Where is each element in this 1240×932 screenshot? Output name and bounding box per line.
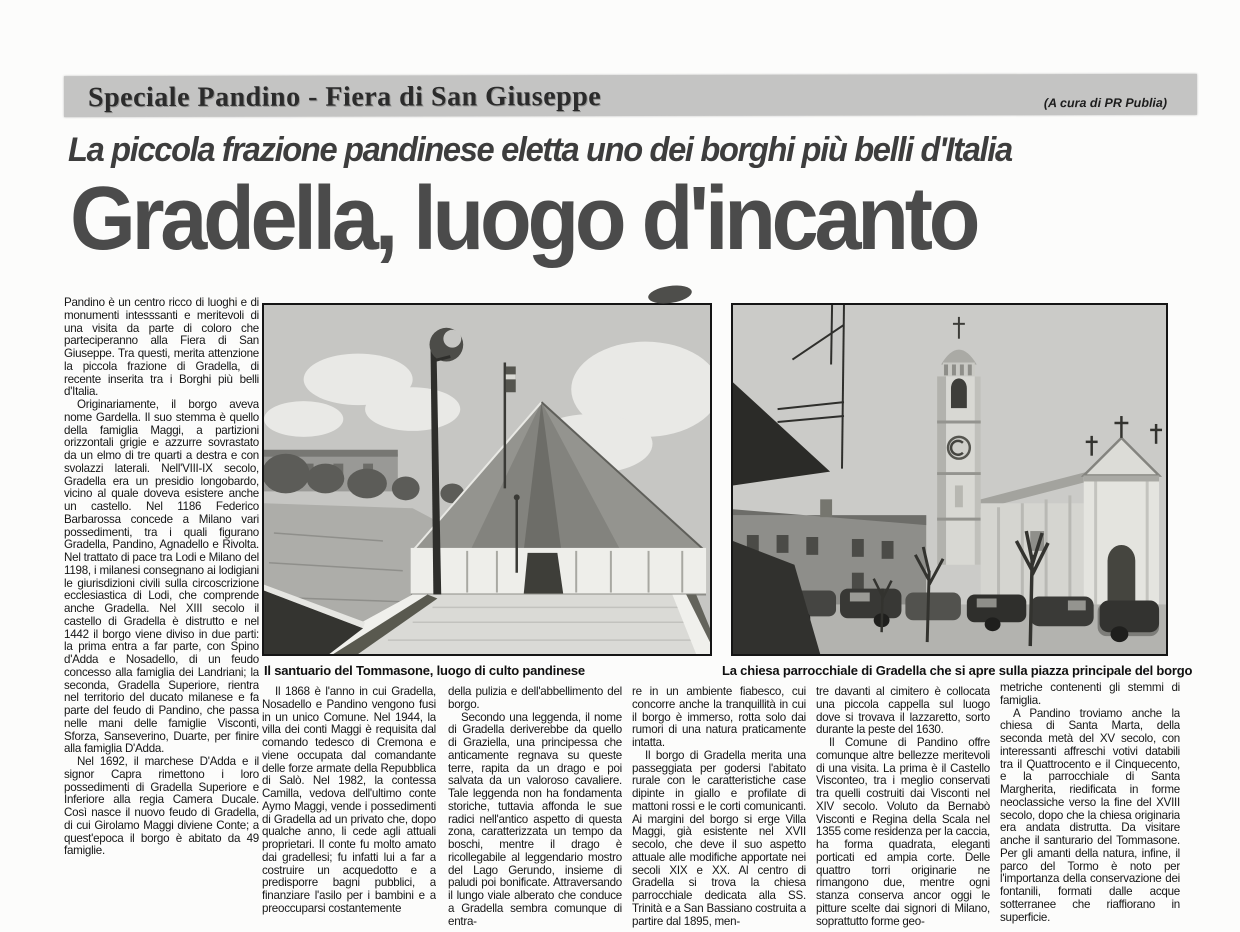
bell-opening	[951, 378, 967, 408]
santuario-illustration	[264, 305, 710, 654]
article-column-3	[448, 686, 622, 932]
article-column-6	[1000, 682, 1180, 932]
paragraph: della pulizia e dell'abbellimento del borgo.	[448, 686, 622, 711]
church-walls	[411, 548, 706, 595]
church-entrance	[524, 553, 564, 595]
main-headline: Gradella, luogo d'incanto	[70, 169, 977, 269]
paragraph: Pandino è un centro ricco di luoghi e di monumenti intesssanti e meritevoli di una visita da parte di coloro che parteciperanno alla Fiera di San Giuseppe. Tra questi, merita attenzione la piccola frazione di Gradella, di recente inserita tra i Borghi più belli d'Italia.	[64, 297, 259, 399]
caption-left-photo: Il santuario del Tommasone, luogo di culto pandinese	[264, 663, 585, 678]
paragraph: tre davanti al cimitero è collocata una piccola cappella sul luogo dove si trovava il lazzaretto, sorto durante la peste del 1630.	[816, 686, 990, 737]
section-credit: (A cura di PR Publia)	[1043, 95, 1168, 111]
photo-santuario-tommasone	[262, 303, 712, 656]
paragraph: metriche contenenti gli stemmi di famiglia.	[1000, 682, 1180, 707]
section-title: Speciale Pandino - Fiera di San Giuseppe	[87, 81, 602, 114]
paragraph: Il 1868 è l'anno in cui Gradella, Nosadello e Pandino vengono fusi in un unico Comune. Nel 1944, la villa dei conti Maggi è requisita dal comando tedesco di Cremona e viene occupata dal comandante delle forze armate della Repubblica di Salò. Nel 1982, la contessa Camilla, vedova dell'ultimo conte Aymo Maggi, vende i possedimenti di Gradella ad un privato che, dopo qualche anno, li cede agli attuali proprietari. Il conte fu molto amato dai gradellesi; fu infatti lui a far a costruire un acquedotto e a predisporre bagni pubblici, a finanziare l'asilo per i bambini e a preoccuparsi costantemente	[262, 686, 436, 915]
paragraph: Nel 1692, il marchese D'Adda e il signor Capra rimettono i loro possedimenti di Gradella Superiore e Inferiore alla regia Camera Ducale. Così nasce il nuovo feudo di Gradella, di cui Girolamo Maggi diviene Conte; a quest'epoca il borgo è abitato da 49 famiglie.	[64, 755, 259, 858]
caption-right-photo: La chiesa parrocchiale di Gradella che si apre sulla piazza principale del borgo	[722, 663, 1193, 678]
paragraph: Il borgo di Gradella merita una passeggiata per godersi l'abitato rurale con le caratteristiche case dipinte in giallo e profilate di mattoni rossi e le corti comunicanti. Ai margini del borgo si erge Villa Maggi, già esistente nel XVII secolo, che deve il suo aspetto attuale alle modifiche apportate nei secoli XIX e XX. Al centro di Gradella si trova la chiesa parrocchiale dedicata alla SS. Trinità e a San Bassiano costruita a partire dal 1895, men-	[632, 748, 806, 928]
photo-chiesa-parrocchiale	[731, 303, 1168, 656]
article-column-1	[64, 297, 259, 932]
article-column-2	[262, 686, 436, 932]
article-column-5	[816, 686, 990, 932]
chiesa-illustration	[733, 305, 1166, 654]
paragraph: Originariamente, il borgo aveva nome Gardella. Il suo stemma è quello della famiglia Maggi, a partizioni orizzontali grigie e azzurre sovrastato da un elmo di tre quarti a destra e con svolazzi laterali. Nell'VIII-IX secolo, Gradella era un presidio longobardo, vicino al quale doveva esistere anche un castello. Nel 1186 Federico Barbarossa concede a Milano vari possedimenti, tra i quali figurano Gradella, Pandino, Agnadello e Rivolta. Nel trattato di pace tra Lodi e Milano del 1198, i milanesi consegnano ai lodigiani le giurisdizioni civili sulla circoscrizione ecclesiastica di Lodi, che comprende anche Gradella. Nel XIII secolo il castello di Gradella è distrutto e nel 1442 il borgo viene diviso in due parti: la prima entra a far parte, con Spino d'Adda e Nosadello, di un feudo concesso alla famiglia dei Landriani; la seconda, Gradella Superiore, rientra nel territorio del ducato milanese e fa parte del feudo di Pandino, che passa nelle mani delle famiglie Visconti, Sforza, Sanseverino, Duarte, per finire alla famiglia D'Adda.	[64, 398, 259, 756]
paragraph: re in un ambiente fiabesco, cui concorre anche la tranquillità in cui il borgo è immerso, rotta solo dai rumori di una natura praticamente intatta.	[632, 686, 806, 749]
kicker-subheadline: La piccola frazione pandinese eletta uno dei borghi più belli d'Italia	[68, 131, 1012, 169]
article-column-4	[632, 686, 806, 932]
paragraph: Secondo una leggenda, il nome di Gradella deriverebbe da quello di Graziella, una principessa che anticamente regnava su queste terre, rapita da un drago e poi salvata da un valoroso cavaliere. Tale leggenda non ha fondamenta storiche, tuttavia affonda le sue radici nell'antico aspetto di questa zona, caratterizzata un tempo da boschi, mentre il drago è ricollegabile al leggendario mostro del Lago Gerundo, insieme di paludi poi bonificate. Attraversando il lungo viale alberato che conduce a Gradella sembra comunque di entra-	[448, 710, 622, 928]
paragraph: A Pandino troviamo anche la chiesa di Santa Marta, della seconda metà del XV secolo, con interessanti affreschi votivi databili tra il Quattrocento e il Cinquecento, e la parrocchiale di Santa Margherita, riedificata in forme neoclassiche verso la fine del XVIII secolo, dopo che la chiesa originaria era andata distrutta. Da visitare anche il santurario del Tommasone. Per gli amanti della natura, infine, il parco del Tormo è noto per l'importanza della conservazione dei fontanili, formati dalle acque sotterranee che riaffiorano in superficie.	[1000, 706, 1180, 924]
paragraph: Il Comune di Pandino offre comunque altre bellezze meritevoli di una visita. La prima è il Castello Visconteo, tra i meglio conservati tra quelli costruiti dai Visconti nel XIV secolo. Voluto da Bernabò Visconti e Regina della Scala nel 1355 come residenza per la caccia, ha forma quadrata, eleganti porticati ed ampia corte. Delle quattro torri originarie ne rimangono due, mentre ogni stanza conserva ancor oggi le pitture scelte dai signori di Milano, soprattutto forme geo-	[816, 736, 990, 928]
section-band	[64, 74, 1197, 117]
